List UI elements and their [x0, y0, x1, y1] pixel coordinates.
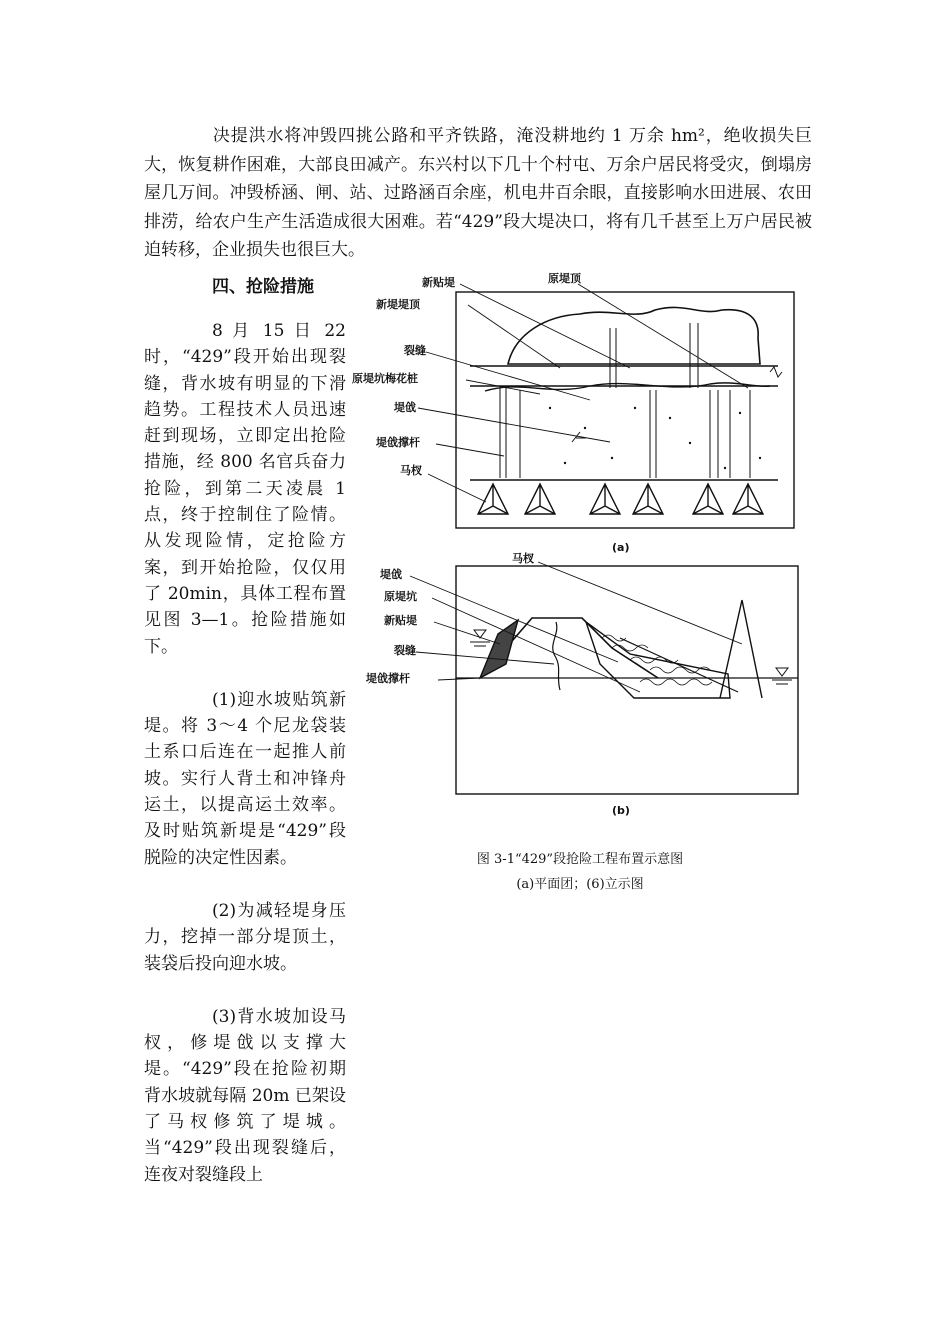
new-dike-outline [508, 307, 760, 364]
leader-lines-a [418, 284, 748, 502]
section-title: 四、抢险措施 [212, 277, 314, 297]
label-crack: 裂缝 [404, 344, 426, 357]
horse-frame-b [720, 600, 762, 698]
crack-path [553, 622, 560, 690]
label-b-new-dike: 新贴堤 [384, 614, 417, 627]
label-b-strut: 堤戗撑杆 [366, 672, 410, 685]
label-new-top: 新堤堤顶 [376, 298, 420, 311]
crack-line [485, 383, 770, 391]
label-berm: 堤戗 [394, 401, 416, 414]
label-b-crack: 裂缝 [394, 644, 416, 657]
label-horse: 马杈 [400, 464, 422, 477]
figure-subcaption: (a)平面团；(6)立示图 [516, 877, 644, 892]
figure-b-elevation-view [350, 552, 820, 822]
sublabel-a: (a) [612, 541, 630, 554]
intro-paragraph [144, 122, 812, 265]
measures-paragraph-1: 8 月 15 日 22 时，“429”段开始出现裂缝，背水坡有明显的下滑趋势。工程技术人员迅速赶到现场，立即定出抢险措施，经 800 名官兵奋力抢险，到第二天凌晨 1 点，终于控制住了险情。从发现险情，定抢险方案，到开始抢险，仅仅用了 20min，具体工程布置见图 3—1。抢险措施如下。 [144, 321, 346, 657]
label-pile: 原堤坑梅花桩 [352, 372, 418, 385]
label-b-horse: 马杈 [512, 552, 534, 565]
figure-caption: 图 3-1“429”段抢险工程布置示意图 [476, 852, 684, 867]
figure-a-plan-view [350, 268, 820, 558]
measures-column [144, 318, 346, 1215]
label-b-berm: 堤戗 [380, 568, 402, 581]
leader-lines-b [410, 562, 742, 692]
measures-paragraph-2: (1)迎水坡贴筑新堤。将 3～4 个尼龙袋装土系口后连在一起推人前坡。实行人背土和冲锋舟运土，以提高运土效率。及时贴筑新堤是“429”段脱险的决定性因素。 [144, 689, 346, 868]
sublabel-b: (b) [612, 804, 630, 817]
intro-text: 决提洪水将冲毁四挑公路和平齐铁路，淹没耕地约 1 万余 hm²，绝收损失巨大，恢复耕作困难，大部良田减产。东兴村以下几十个村屯、万余户居民将受灾，倒塌房屋几万间。冲毁桥涵、闸、站、过路涵百余座，机电井百余眼，直接影响水田进展、农田排涝，给农户生产生活造成很大困难。若“429”段大堤决口，将有几千甚至上万户居民被迫转移，企业损失也很巨大。 [144, 126, 812, 260]
horse-frames [478, 484, 763, 514]
label-new-dike: 新贴堤 [422, 276, 455, 289]
label-strut: 堤戗撑杆 [376, 436, 420, 449]
figure-b-frame [456, 566, 798, 794]
strut-lines [500, 323, 750, 478]
measures-paragraph-3: (2)为减轻堤身压力，挖掉一部分堤顶土，装袋后投向迎水坡。 [144, 900, 346, 974]
label-b-orig-pit: 原堤坑 [384, 590, 417, 603]
measures-paragraph-4: (3)背水坡加设马杈，修堤戗以支撑大堤。“429”段在抢险初期背水坡就每隔 20m 已架设了马杈修筑了堤城。当“429”段出现裂缝后，连夜对裂缝段上 [144, 1006, 346, 1185]
berm-shape [586, 622, 730, 698]
label-orig-top: 原堤顶 [548, 272, 581, 285]
